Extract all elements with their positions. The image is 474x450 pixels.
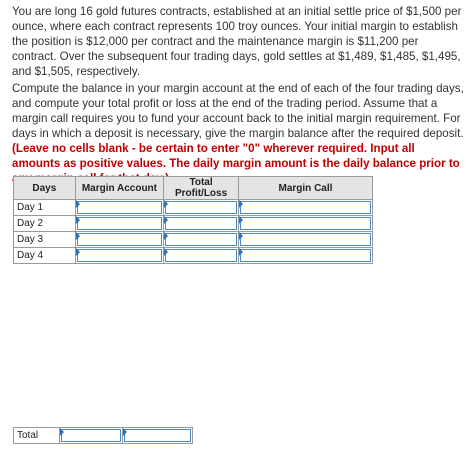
day-1-profit-loss-input[interactable]: [164, 200, 239, 216]
problem-paragraph-2: [12, 81, 464, 186]
header-margin-call: Margin Call: [238, 177, 372, 200]
instruction-warning: (Leave no cells blank - be certain to enter "0" wherever required. Input all amounts as positive values. The daily margin amount is the daily balance prior to: [12, 142, 460, 170]
total-row: [14, 428, 193, 444]
problem-paragraph-1: You are long 16 gold futures contracts, established at an initial settle price of $1,500 per ounce, where each contract represents 100 troy ounces. Your initial margin to establish the position is $12,000 per contract and the maintenance margin is $11,200 per contract. Over the subsequent four trading days, gold settles at $1,489, $1,485, $1,495, and $1,505, respectively.: [12, 5, 462, 78]
table-header-row: [14, 177, 373, 200]
margin-table: [13, 176, 373, 264]
row-label-day-2: Day 2: [14, 216, 76, 232]
day-4-margin-call-input[interactable]: [238, 248, 372, 264]
total-profit-loss-input[interactable]: [59, 428, 123, 444]
row-label-day-3: Day 3: [14, 232, 76, 248]
header-margin-account: Margin Account: [75, 177, 164, 200]
day-2-profit-loss-input[interactable]: [164, 216, 239, 232]
total-label: Total: [14, 428, 60, 444]
day-4-margin-account-input[interactable]: [75, 248, 164, 264]
day-1-margin-account-input[interactable]: [75, 200, 164, 216]
day-2-margin-call-input[interactable]: [238, 216, 372, 232]
total-table: [13, 427, 193, 444]
total-extra-input[interactable]: [123, 428, 193, 444]
day-4-profit-loss-input[interactable]: [164, 248, 239, 264]
table-row: [14, 200, 373, 216]
day-1-margin-call-input[interactable]: [238, 200, 372, 216]
day-3-margin-call-input[interactable]: [238, 232, 372, 248]
table-row: [14, 232, 373, 248]
header-days: Days: [14, 177, 76, 200]
table-row: [14, 248, 373, 264]
header-total-profit-loss: Total Profit/Loss: [164, 177, 239, 200]
day-3-margin-account-input[interactable]: [75, 232, 164, 248]
row-label-day-1: Day 1: [14, 200, 76, 216]
day-3-profit-loss-input[interactable]: [164, 232, 239, 248]
problem-question-text: Compute the balance in your margin account at the end of each of the four trading days, and compute your total profit or loss at the end of the trading period. Assume that a margin call requires you to fund your account back to the initial margin requirement. For days in which a deposit is necessary, give the margin balance after the required deposit.: [12, 82, 464, 140]
day-2-margin-account-input[interactable]: [75, 216, 164, 232]
table-row: [14, 216, 373, 232]
row-label-day-4: Day 4: [14, 248, 76, 264]
